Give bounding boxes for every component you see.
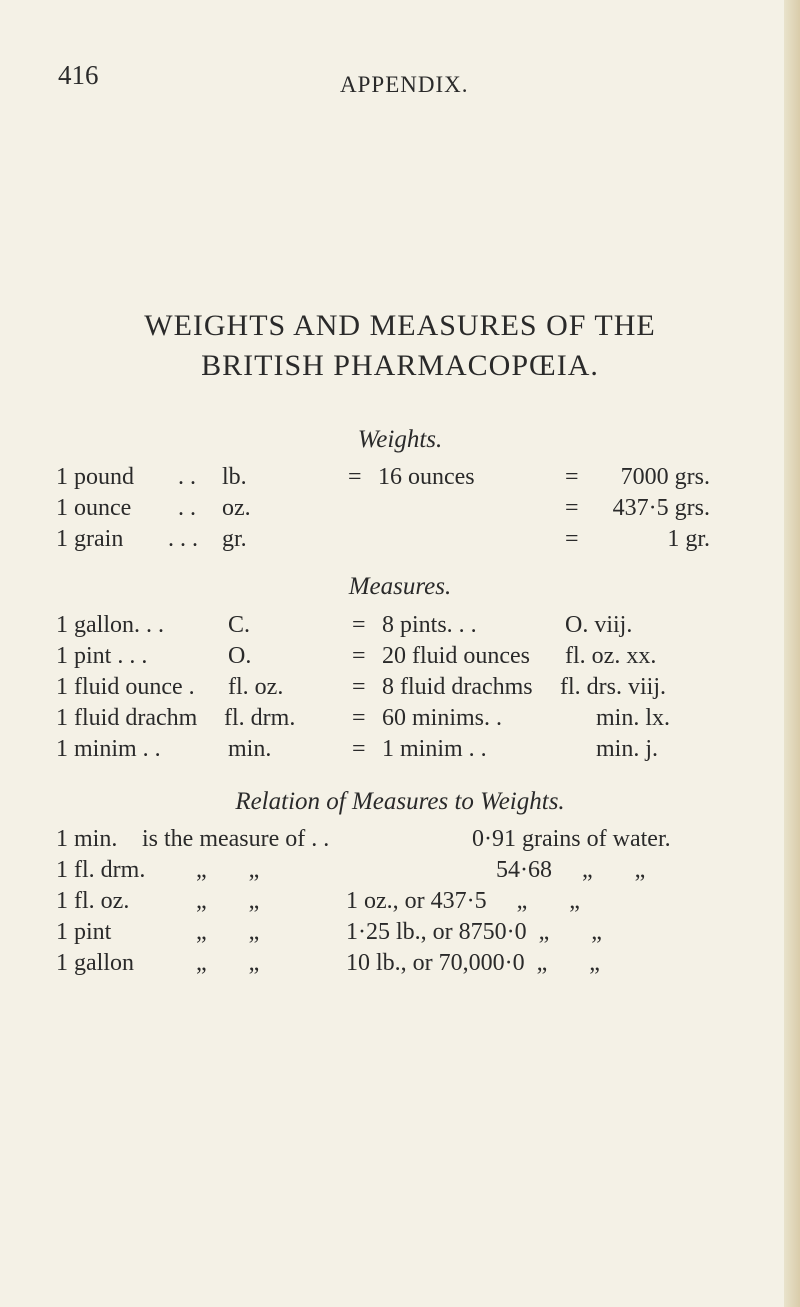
- unit-abbr: min.: [228, 736, 272, 762]
- measure-unit: 1 pint: [56, 919, 112, 945]
- symbol: fl. oz. xx.: [565, 643, 657, 669]
- equals-sign: =: [352, 736, 366, 762]
- relation-row: [0, 950, 800, 980]
- unit-abbr: O.: [228, 643, 252, 669]
- unit-name: 1 ounce: [56, 495, 132, 521]
- weights-heading: Weights.: [357, 426, 443, 453]
- relation-row: [0, 857, 800, 887]
- relation-row: [0, 826, 800, 856]
- dots: . .: [178, 495, 196, 521]
- unit-abbr: lb.: [222, 464, 247, 490]
- weight-value: 0·91 grains of water.: [472, 826, 671, 852]
- ditto-marks: „ „: [196, 888, 260, 914]
- relation-row: [0, 888, 800, 918]
- equals-sign: =: [352, 705, 366, 731]
- ditto-marks: „ „: [196, 857, 260, 883]
- unit-name: 1 pint . . .: [56, 643, 148, 669]
- equals-sign: =: [565, 464, 579, 490]
- measure-unit: 1 min.: [56, 826, 118, 852]
- symbol: fl. drs. viij.: [560, 674, 666, 700]
- equivalent: 8 fluid drachms: [382, 674, 533, 700]
- symbol: min. j.: [596, 736, 659, 762]
- measure-unit: 1 gallon: [56, 950, 134, 976]
- weight-value: 1·25 lb., or 8750·0 „ „: [346, 919, 602, 945]
- unit-abbr: C.: [228, 612, 251, 638]
- equivalent: 16 ounces: [378, 464, 475, 490]
- grains-value: 437·5 grs.: [612, 495, 710, 521]
- dots: . .: [178, 464, 196, 490]
- grains-value: 7000 grs.: [620, 464, 710, 490]
- symbol: O. viij.: [565, 612, 633, 638]
- measures-heading: Measures.: [348, 573, 452, 600]
- measures-row: [0, 643, 800, 673]
- page-header: [0, 48, 800, 108]
- equals-sign: =: [352, 643, 366, 669]
- equals-sign: =: [565, 495, 579, 521]
- unit-name: 1 grain: [56, 526, 124, 552]
- equivalent: 20 fluid ounces: [382, 643, 530, 669]
- title-line-2: BRITISH PHARMACOPŒIA.: [201, 349, 599, 382]
- weight-value: 1 oz., or 437·5 „ „: [346, 888, 580, 914]
- unit-abbr: fl. oz.: [228, 674, 284, 700]
- equivalent: 60 minims. .: [382, 705, 503, 731]
- page-title: [0, 306, 800, 386]
- unit-name: 1 pound: [56, 464, 134, 490]
- equals-sign: =: [352, 612, 366, 638]
- weights-row: [0, 526, 800, 556]
- ditto-marks: „ „: [196, 919, 260, 945]
- unit-abbr: oz.: [222, 495, 251, 521]
- relation-row: [0, 919, 800, 949]
- page-number: 416: [58, 60, 99, 90]
- title-line-1: WEIGHTS AND MEASURES OF THE: [144, 309, 656, 342]
- weights-row: [0, 464, 800, 494]
- unit-name: 1 fluid drachm: [56, 705, 198, 731]
- unit-name: 1 gallon. . .: [56, 612, 164, 638]
- unit-name: 1 minim . .: [56, 736, 161, 762]
- measures-row: [0, 736, 800, 766]
- measures-row: [0, 674, 800, 704]
- measure-phrase: is the measure of . .: [142, 826, 330, 852]
- running-head: APPENDIX.: [340, 72, 469, 97]
- equivalent: 8 pints. . .: [382, 612, 477, 638]
- ditto-marks: „ „: [196, 950, 260, 976]
- relation-heading: Relation of Measures to Weights.: [235, 788, 565, 815]
- weight-value: 10 lb., or 70,000·0 „ „: [346, 950, 600, 976]
- dots: . . .: [168, 526, 198, 552]
- symbol: min. lx.: [596, 705, 671, 731]
- equals-sign: =: [348, 464, 362, 490]
- equals-sign: =: [565, 526, 579, 552]
- equals-sign: =: [352, 674, 366, 700]
- equivalent: 1 minim . .: [382, 736, 487, 762]
- grains-value: 1 gr.: [667, 526, 710, 552]
- measures-row: [0, 705, 800, 735]
- weights-row: [0, 495, 800, 525]
- unit-abbr: gr.: [222, 526, 247, 552]
- weight-value: 54·68 „ „: [496, 857, 646, 883]
- measure-unit: 1 fl. oz.: [56, 888, 130, 914]
- unit-name: 1 fluid ounce .: [56, 674, 195, 700]
- measure-unit: 1 fl. drm.: [56, 857, 146, 883]
- measures-row: [0, 612, 800, 642]
- unit-abbr: fl. drm.: [224, 705, 296, 731]
